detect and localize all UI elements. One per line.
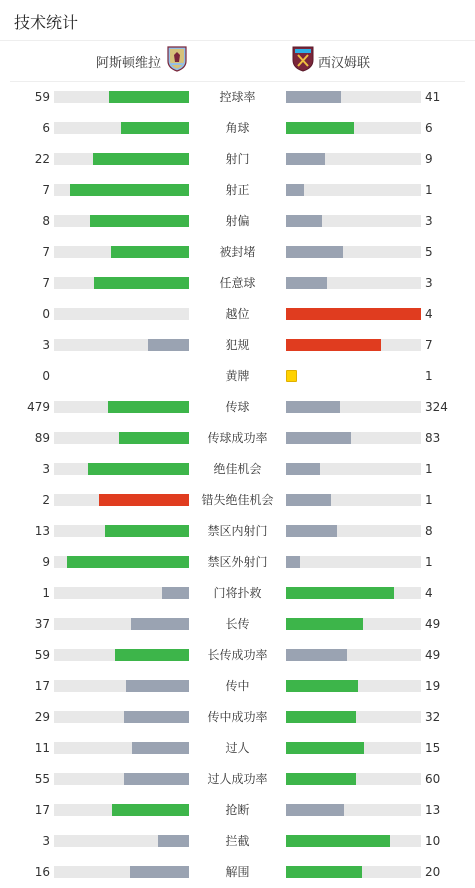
stat-row bbox=[0, 706, 475, 728]
teams-header bbox=[0, 46, 475, 76]
header-divider bbox=[0, 40, 475, 41]
home-bar-track bbox=[54, 680, 189, 692]
away-bar-track bbox=[286, 91, 421, 103]
stat-label: 拦截 bbox=[225, 834, 250, 848]
away-value: 10 bbox=[425, 834, 441, 848]
away-value: 13 bbox=[425, 803, 441, 817]
home-value: 7 bbox=[42, 276, 50, 290]
stat-label: 解围 bbox=[225, 865, 250, 879]
stat-row bbox=[0, 365, 475, 387]
away-bar-track bbox=[286, 711, 421, 723]
home-bar-track bbox=[54, 711, 189, 723]
home-value: 3 bbox=[42, 462, 50, 476]
away-bar-track bbox=[286, 866, 421, 878]
away-bar-fill bbox=[286, 494, 331, 506]
home-bar-track bbox=[54, 215, 189, 227]
stat-label: 传中成功率 bbox=[207, 710, 268, 724]
stat-label: 任意球 bbox=[219, 276, 256, 290]
teams-divider bbox=[10, 81, 465, 82]
away-bar-track bbox=[286, 339, 421, 351]
away-bar-fill bbox=[286, 711, 356, 723]
home-bar-fill bbox=[121, 122, 189, 134]
away-bar-track bbox=[286, 308, 421, 320]
away-bar-track bbox=[286, 680, 421, 692]
away-value: 5 bbox=[425, 245, 433, 259]
home-bar-fill bbox=[115, 649, 189, 661]
home-value: 89 bbox=[34, 431, 50, 445]
stat-row bbox=[0, 148, 475, 170]
home-value: 37 bbox=[34, 617, 50, 631]
home-bar-fill bbox=[88, 463, 189, 475]
home-value: 2 bbox=[42, 493, 50, 507]
home-value: 7 bbox=[42, 245, 50, 259]
stat-label: 射门 bbox=[225, 152, 250, 166]
stat-label: 黄牌 bbox=[225, 369, 250, 383]
home-value: 59 bbox=[34, 648, 50, 662]
stat-label: 传中 bbox=[225, 679, 250, 693]
home-bar-track bbox=[54, 618, 189, 630]
home-value: 59 bbox=[34, 90, 50, 104]
stat-row bbox=[0, 768, 475, 790]
away-bar-fill bbox=[286, 91, 341, 103]
away-bar-track bbox=[286, 494, 421, 506]
stat-label: 传球成功率 bbox=[207, 431, 268, 445]
away-bar-track bbox=[286, 556, 421, 568]
stat-label: 错失绝佳机会 bbox=[201, 493, 274, 507]
stat-row bbox=[0, 489, 475, 511]
away-value: 8 bbox=[425, 524, 433, 538]
stat-row bbox=[0, 303, 475, 325]
home-bar-track bbox=[54, 308, 189, 320]
away-bar-track bbox=[286, 804, 421, 816]
home-bar-track bbox=[54, 556, 189, 568]
away-bar-fill bbox=[286, 835, 390, 847]
home-bar-fill bbox=[108, 401, 189, 413]
stat-label: 禁区外射门 bbox=[207, 555, 268, 569]
home-bar-track bbox=[54, 525, 189, 537]
stat-label: 角球 bbox=[225, 121, 250, 135]
home-value: 17 bbox=[34, 803, 50, 817]
stat-row bbox=[0, 551, 475, 573]
home-bar-fill bbox=[112, 804, 189, 816]
home-value: 7 bbox=[42, 183, 50, 197]
away-bar-track bbox=[286, 246, 421, 258]
stat-row bbox=[0, 799, 475, 821]
stat-row bbox=[0, 644, 475, 666]
away-bar-fill bbox=[286, 153, 325, 165]
away-value: 60 bbox=[425, 772, 441, 786]
away-value: 20 bbox=[425, 865, 441, 879]
away-bar-fill bbox=[286, 587, 394, 599]
stat-label: 长传 bbox=[225, 617, 250, 631]
home-bar-fill bbox=[111, 246, 189, 258]
away-bar-fill bbox=[286, 742, 364, 754]
away-bar-fill bbox=[286, 618, 363, 630]
stat-label: 射偏 bbox=[225, 214, 250, 228]
home-value: 3 bbox=[42, 338, 50, 352]
away-bar-track bbox=[286, 215, 421, 227]
home-value: 22 bbox=[34, 152, 50, 166]
home-bar-track bbox=[54, 432, 189, 444]
stat-label: 过人 bbox=[225, 741, 250, 755]
away-value: 49 bbox=[425, 617, 441, 631]
home-team-name: 阿斯顿维拉 bbox=[95, 55, 161, 71]
away-value: 15 bbox=[425, 741, 441, 755]
away-value: 9 bbox=[425, 152, 433, 166]
home-bar-fill bbox=[119, 432, 189, 444]
stat-label: 长传成功率 bbox=[207, 648, 268, 662]
home-value: 3 bbox=[42, 834, 50, 848]
away-value: 32 bbox=[425, 710, 441, 724]
away-bar-fill bbox=[286, 649, 347, 661]
home-bar-fill bbox=[131, 618, 189, 630]
home-value: 6 bbox=[42, 121, 50, 135]
stat-row bbox=[0, 613, 475, 635]
home-bar-fill bbox=[99, 494, 189, 506]
away-bar-track bbox=[286, 618, 421, 630]
away-bar-track bbox=[286, 184, 421, 196]
home-bar-track bbox=[54, 835, 189, 847]
away-value: 1 bbox=[425, 555, 433, 569]
home-bar-track bbox=[54, 401, 189, 413]
stat-label: 绝佳机会 bbox=[213, 462, 262, 476]
away-value: 4 bbox=[425, 307, 433, 321]
home-bar-fill bbox=[93, 153, 189, 165]
stat-label: 被封堵 bbox=[219, 245, 256, 259]
home-value: 1 bbox=[42, 586, 50, 600]
home-value: 13 bbox=[34, 524, 50, 538]
away-bar-fill bbox=[286, 463, 320, 475]
stat-row bbox=[0, 210, 475, 232]
stat-row bbox=[0, 582, 475, 604]
away-bar-track bbox=[286, 277, 421, 289]
home-bar-fill bbox=[90, 215, 189, 227]
away-bar-fill bbox=[286, 432, 351, 444]
aston-villa-crest-icon bbox=[167, 46, 187, 76]
home-bar-track bbox=[54, 122, 189, 134]
away-bar-track bbox=[286, 742, 421, 754]
home-bar-track bbox=[54, 649, 189, 661]
home-value: 0 bbox=[42, 307, 50, 321]
away-bar-fill bbox=[286, 308, 421, 320]
stat-row bbox=[0, 272, 475, 294]
away-bar-track bbox=[286, 463, 421, 475]
home-value: 11 bbox=[34, 741, 50, 755]
away-value: 49 bbox=[425, 648, 441, 662]
home-value: 55 bbox=[34, 772, 50, 786]
away-bar-fill bbox=[286, 246, 343, 258]
stat-row bbox=[0, 179, 475, 201]
stat-row bbox=[0, 520, 475, 542]
home-bar-track bbox=[54, 773, 189, 785]
home-bar-fill bbox=[94, 277, 189, 289]
away-value: 1 bbox=[425, 183, 433, 197]
home-value: 16 bbox=[34, 865, 50, 879]
away-bar-fill bbox=[286, 773, 356, 785]
stat-label: 控球率 bbox=[219, 90, 256, 104]
away-value: 324 bbox=[425, 400, 448, 414]
stat-row bbox=[0, 458, 475, 480]
away-value: 3 bbox=[425, 214, 433, 228]
away-bar-track bbox=[286, 432, 421, 444]
away-bar-track bbox=[286, 773, 421, 785]
stat-row bbox=[0, 117, 475, 139]
away-value: 19 bbox=[425, 679, 441, 693]
home-bar-fill bbox=[124, 711, 189, 723]
home-bar-fill bbox=[70, 184, 189, 196]
home-bar-fill bbox=[130, 866, 189, 878]
page-title: 技术统计 bbox=[14, 13, 79, 32]
away-bar-track bbox=[286, 649, 421, 661]
home-bar-track bbox=[54, 804, 189, 816]
away-bar-track bbox=[286, 122, 421, 134]
home-value: 17 bbox=[34, 679, 50, 693]
west-ham-crest-icon bbox=[292, 46, 314, 76]
away-bar-fill bbox=[286, 277, 327, 289]
stat-row bbox=[0, 427, 475, 449]
home-bar-track bbox=[54, 91, 189, 103]
away-value: 6 bbox=[425, 121, 433, 135]
stat-row bbox=[0, 86, 475, 108]
home-bar-fill bbox=[132, 742, 189, 754]
home-bar-fill bbox=[148, 339, 189, 351]
home-value: 9 bbox=[42, 555, 50, 569]
stat-label: 越位 bbox=[225, 307, 250, 321]
stat-label: 射正 bbox=[225, 183, 250, 197]
stat-label: 犯规 bbox=[225, 338, 250, 352]
away-bar-fill bbox=[286, 122, 354, 134]
away-bar-track bbox=[286, 587, 421, 599]
away-team-name: 西汉姆联 bbox=[318, 55, 371, 71]
away-bar-fill bbox=[286, 525, 337, 537]
away-bar-fill bbox=[286, 804, 344, 816]
home-bar-track bbox=[54, 277, 189, 289]
home-bar-track bbox=[54, 246, 189, 258]
away-bar-fill bbox=[286, 339, 381, 351]
away-value: 1 bbox=[425, 493, 433, 507]
home-bar-fill bbox=[124, 773, 189, 785]
away-value: 3 bbox=[425, 276, 433, 290]
home-bar-track bbox=[54, 463, 189, 475]
home-bar-track bbox=[54, 587, 189, 599]
home-value: 479 bbox=[27, 400, 50, 414]
home-team[interactable] bbox=[96, 46, 187, 76]
home-bar-fill bbox=[109, 91, 189, 103]
away-bar-fill bbox=[286, 184, 304, 196]
away-bar-fill bbox=[286, 401, 340, 413]
home-bar-track bbox=[54, 339, 189, 351]
yellow-card-icon bbox=[286, 370, 297, 382]
away-value: 1 bbox=[425, 369, 433, 383]
stat-row bbox=[0, 830, 475, 852]
stat-row bbox=[0, 737, 475, 759]
stat-row bbox=[0, 396, 475, 418]
stat-label: 抢断 bbox=[225, 803, 250, 817]
away-bar-fill bbox=[286, 680, 358, 692]
stat-label: 门将扑救 bbox=[213, 586, 262, 600]
away-bar-track bbox=[286, 153, 421, 165]
home-value: 0 bbox=[42, 369, 50, 383]
away-team[interactable] bbox=[292, 46, 370, 76]
stat-label: 过人成功率 bbox=[207, 772, 268, 786]
away-bar-track bbox=[286, 835, 421, 847]
away-value: 41 bbox=[425, 90, 441, 104]
home-value: 8 bbox=[42, 214, 50, 228]
home-bar-fill bbox=[105, 525, 189, 537]
away-value: 7 bbox=[425, 338, 433, 352]
away-bar-fill bbox=[286, 556, 300, 568]
home-bar-track bbox=[54, 153, 189, 165]
stat-row bbox=[0, 861, 475, 883]
away-bar-track bbox=[286, 401, 421, 413]
away-bar-fill bbox=[286, 215, 322, 227]
away-bar-track bbox=[286, 525, 421, 537]
away-value: 1 bbox=[425, 462, 433, 476]
stat-label: 传球 bbox=[225, 400, 250, 414]
home-value: 29 bbox=[34, 710, 50, 724]
away-value: 83 bbox=[425, 431, 441, 445]
home-bar-track bbox=[54, 184, 189, 196]
away-bar-fill bbox=[286, 866, 362, 878]
away-value: 4 bbox=[425, 586, 433, 600]
home-bar-track bbox=[54, 494, 189, 506]
home-bar-fill bbox=[158, 835, 189, 847]
stat-label: 禁区内射门 bbox=[207, 524, 268, 538]
home-bar-fill bbox=[126, 680, 189, 692]
stat-row bbox=[0, 675, 475, 697]
home-bar-track bbox=[54, 866, 189, 878]
home-bar-fill bbox=[162, 587, 189, 599]
stat-row bbox=[0, 334, 475, 356]
home-bar-track bbox=[54, 742, 189, 754]
stat-row bbox=[0, 241, 475, 263]
home-bar-fill bbox=[67, 556, 189, 568]
